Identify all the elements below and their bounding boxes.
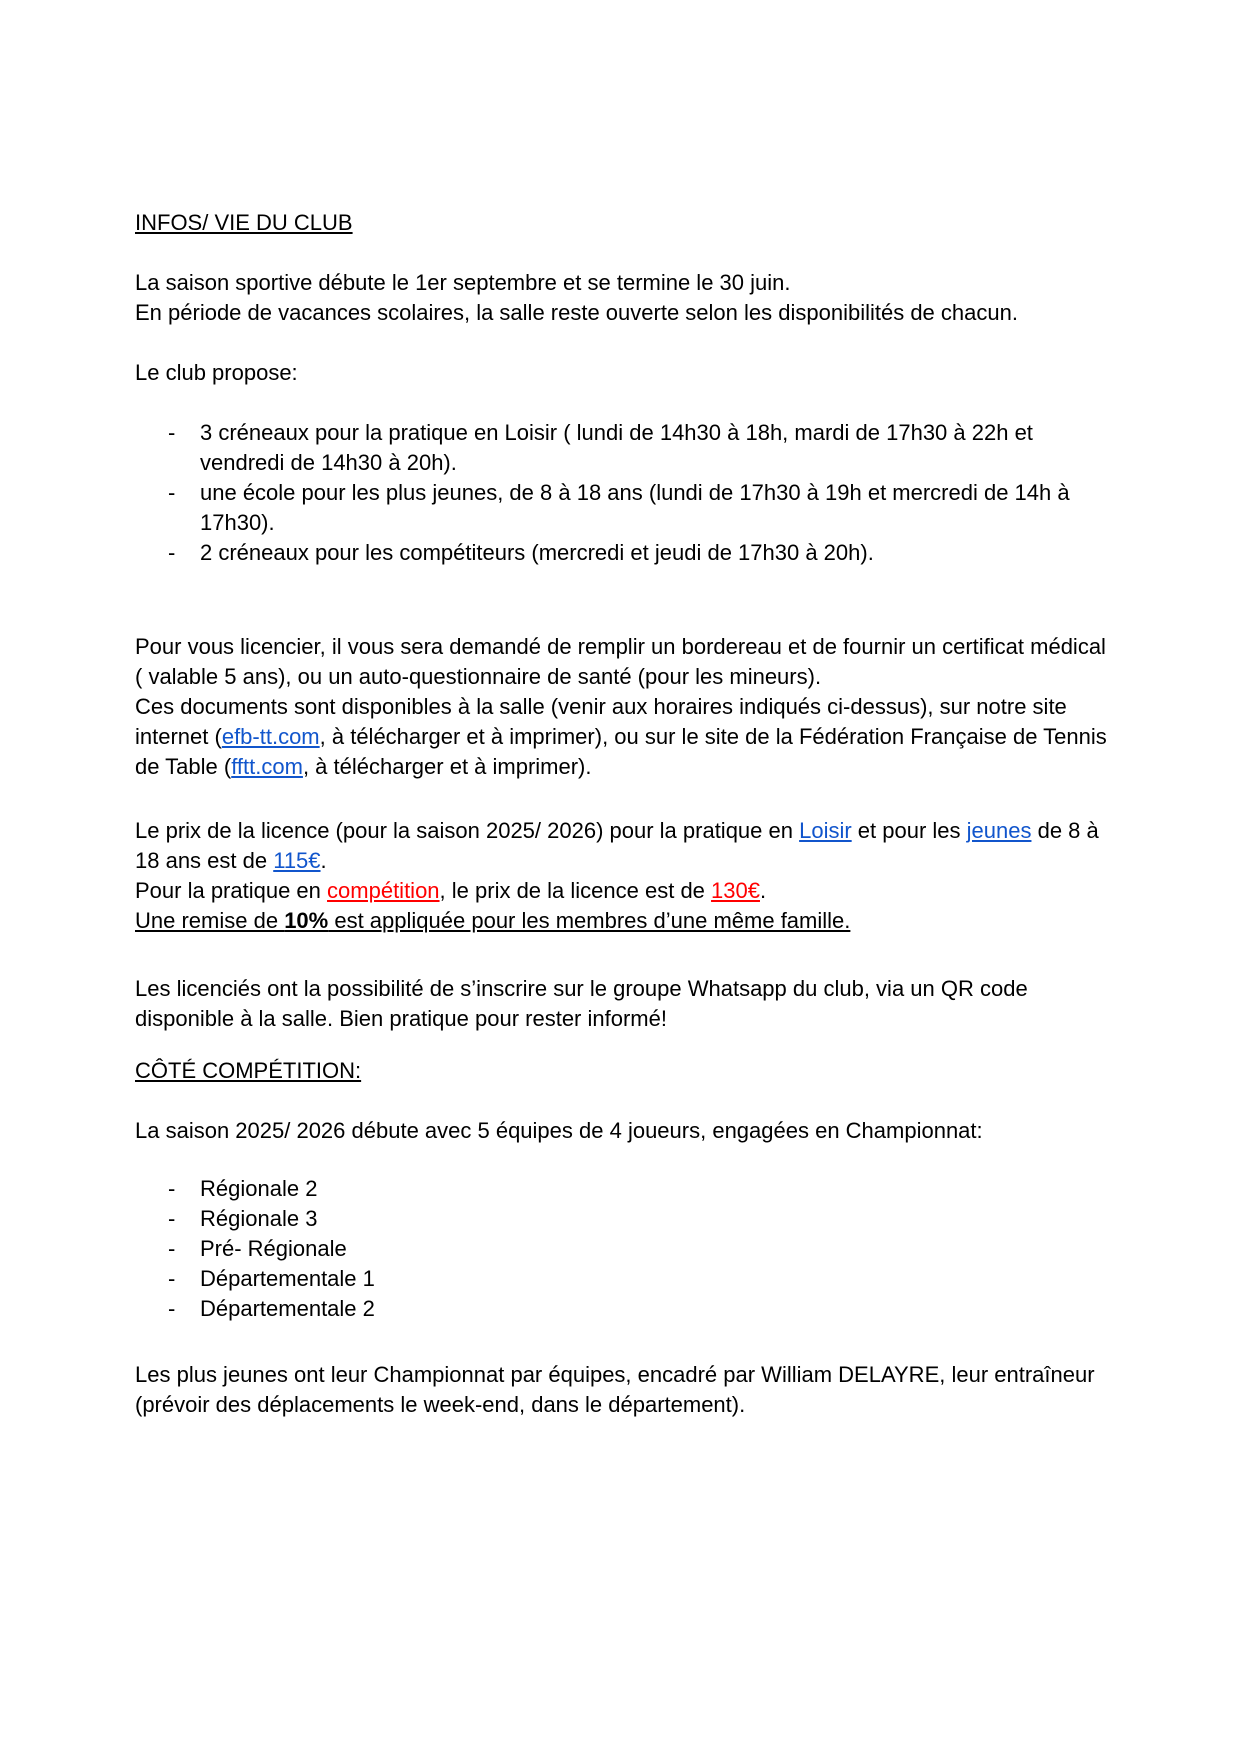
list-item [135, 538, 1110, 568]
youth-note: Les plus jeunes ont leur Championnat par équipes, encadré par William DELAYRE, leur entraîneur (prévoir des déplacements le week-end, dans le département). [135, 1362, 1095, 1417]
text-segment: , à télécharger et à imprimer), ou sur le site de la Fédération Française de Tennis de Table ( [135, 724, 1107, 779]
dash-marker: - [168, 1176, 176, 1201]
intro-line-1: La saison sportive débute le 1er septembre et se termine le 30 juin. [135, 270, 791, 295]
dash-marker: - [168, 1236, 176, 1261]
dash-marker: - [168, 420, 176, 445]
text-segment: et pour les [851, 818, 967, 843]
dash-marker: - [168, 540, 176, 565]
list-item [135, 1174, 1110, 1204]
spacer [135, 936, 1110, 974]
text-segment: Pour la pratique en [135, 878, 328, 903]
spacer [135, 1034, 1110, 1056]
inline-link[interactable]: jeunes [966, 818, 1032, 843]
list-item [135, 478, 1110, 538]
text-segment: de 8 à 18 ans est de [135, 818, 1099, 873]
spacer [135, 782, 1110, 816]
inline-link[interactable]: 115€ [273, 848, 321, 873]
text-segment: . [320, 848, 327, 873]
list-item-text: Pré- Régionale [200, 1236, 347, 1261]
list-item-text: Départementale 2 [200, 1296, 375, 1321]
inline-link[interactable]: efb-tt.com [221, 724, 320, 749]
club-propose-label: Le club propose: [135, 360, 298, 385]
list-item-text: 2 créneaux pour les compétiteurs (mercredi et jeudi de 17h30 à 20h). [200, 540, 874, 565]
list-item-text: une école pour les plus jeunes, de 8 à 18 ans (lundi de 17h30 à 19h et mercredi de 14h à 17h30). [200, 480, 1070, 535]
licence-paragraph-line-2 [135, 692, 1110, 782]
spacer [135, 1146, 1110, 1174]
inline-link[interactable]: fftt.com [231, 754, 303, 779]
pricing-line-3 [135, 906, 1110, 936]
dash-marker: - [168, 480, 176, 505]
text-segment: 130€ [711, 878, 760, 903]
text-segment: est appliquée pour les membres d’une même famille. [328, 908, 851, 933]
season-intro: La saison 2025/ 2026 débute avec 5 équipes de 4 joueurs, engagées en Championnat: [135, 1118, 983, 1143]
text-segment: . [759, 878, 767, 903]
pricing-line-1 [135, 816, 1110, 876]
spacer [135, 1086, 1110, 1116]
text-segment: 10% [284, 908, 329, 933]
spacer [135, 568, 1110, 632]
dash-marker: - [168, 1296, 176, 1321]
section-heading-competition [135, 1056, 1110, 1086]
list-item-text: 3 créneaux pour la pratique en Loisir ( lundi de 14h30 à 18h, mardi de 17h30 à 22h et vendredi de 14h30 à 20h). [200, 420, 1033, 475]
text-segment: Ces documents sont disponibles à la salle (venir aux horaires indiqués ci-dessus), sur notre site internet ( [135, 694, 1067, 749]
list-item-text: Régionale 3 [200, 1206, 318, 1231]
dash-marker: - [168, 1266, 176, 1291]
spacer [135, 1324, 1110, 1360]
list-item [135, 1234, 1110, 1264]
inline-link[interactable]: Loisir [799, 818, 852, 843]
teams-list [135, 1174, 1110, 1324]
section-heading-competition-text: CÔTÉ COMPÉTITION: [135, 1058, 362, 1083]
intro-line-2: En période de vacances scolaires, la salle reste ouverte selon les disponibilités de chacun. [135, 300, 1018, 325]
schedule-list [135, 418, 1110, 568]
text-segment: compétition [327, 878, 440, 903]
spacer [135, 238, 1110, 268]
list-item [135, 1204, 1110, 1234]
whatsapp-note: Les licenciés ont la possibilité de s’inscrire sur le groupe Whatsapp du club, via un QR code disponible à la salle. Bien pratique pour rester informé! [135, 976, 1028, 1031]
spacer [135, 388, 1110, 418]
list-item [135, 1294, 1110, 1324]
list-item [135, 1264, 1110, 1294]
list-item-text: Départementale 1 [200, 1266, 375, 1291]
list-item [135, 418, 1110, 478]
text-segment: Le prix de la licence (pour la saison 2025/ 2026) pour la pratique en [135, 818, 800, 843]
spacer [135, 328, 1110, 358]
section-heading-infos [135, 208, 1110, 238]
text-segment: , le prix de la licence est de [439, 878, 712, 903]
section-heading-infos-text: INFOS/ VIE DU CLUB [135, 210, 353, 235]
licence-paragraph-line-1: Pour vous licencier, il vous sera demandé de remplir un bordereau et de fournir un certificat médical ( valable 5 ans), ou un auto-questionnaire de santé (pour les mineurs). [135, 634, 1106, 689]
dash-marker: - [168, 1206, 176, 1231]
pricing-line-2 [135, 876, 1110, 906]
list-item-text: Régionale 2 [200, 1176, 318, 1201]
text-segment: , à télécharger et à imprimer). [302, 754, 592, 779]
text-segment: Une remise de [135, 908, 285, 933]
